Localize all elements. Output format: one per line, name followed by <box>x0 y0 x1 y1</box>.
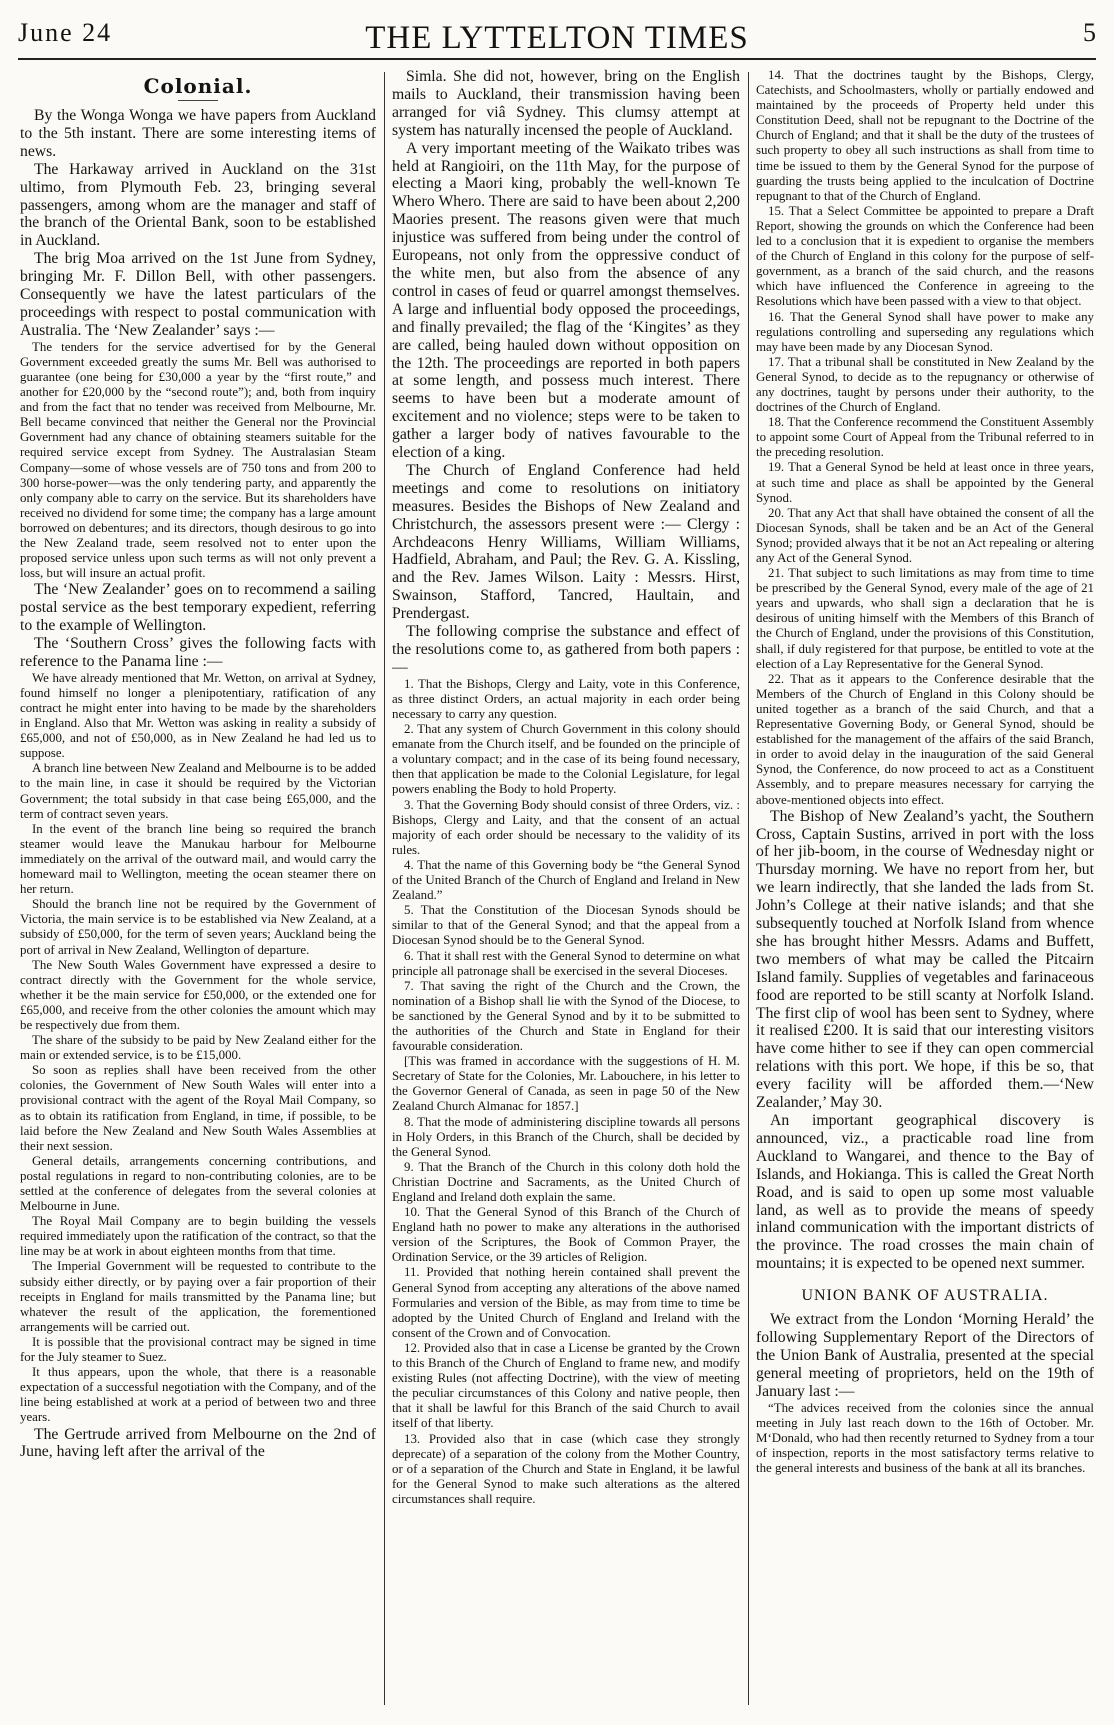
column-2 <box>392 68 740 1715</box>
article-paragraph: 20. That any Act that shall have obtained the consent of all the Diocesan Synods, shall be taken and be an Act of the General Synod; provided always that it be not an Act repealing or altering any Act of the General Synod. <box>756 505 1094 565</box>
issue-date: June 24 <box>18 18 113 47</box>
article-paragraph: We have already mentioned that Mr. Wetton, on arrival at Sydney, found himself no longer a plenipotentiary, ratification of any contract he might enter into having to be made by the shareholders in England. Also that Mr. Wetton was asking in reality a subsidy of £65,000, and not of £50,000, as in New Zealand he had led us to suppose. <box>20 670 376 761</box>
article-paragraph: The ‘New Zealander’ goes on to recommend a sailing postal service as the best temporary expedient, referring to the example of Wellington. <box>20 581 376 635</box>
article-paragraph: We extract from the London ‘Morning Herald’ the following Supplementary Report of the Directors of the Union Bank of Australia, presented at the special general meeting of proprietors, held on the 19th of January last :— <box>756 1311 1094 1400</box>
article-paragraph: The following comprise the substance and effect of the resolutions come to, as gathered from both papers :— <box>392 623 740 676</box>
article-paragraph: 10. That the General Synod of this Branch of the Church of England hath no power to make any alterations in the authorised version of the Scriptures, the Book of Common Prayer, the Ordination Service, or the 39 articles of Religion. <box>392 1205 740 1265</box>
article-paragraph: 11. Provided that nothing herein contained shall prevent the General Synod from accepting any alterations of the above named Formularies and version of the Bible, as may from time to time be adopted by the United Church of England and Ireland with the consent of the Crown and of Convocation. <box>392 1265 740 1340</box>
article-paragraph: “The advices received from the colonies since the annual meeting in July last reach down to the 16th of October. Mr. M‘Donald, who had then recently returned to Sydney from a tour of inspection, reports in the most satisfactory terms relative to the general interests and business of the bank at all its branches. <box>756 1400 1094 1476</box>
heading-rule <box>178 100 218 101</box>
article-paragraph: 3. That the Governing Body should consist of three Orders, viz. : Bishops, Clergy and Laity, and that the consent of an actual majority of each order should be necessary to the validity of its rules. <box>392 797 740 857</box>
article-paragraph: 19. That a General Synod be held at least once in three years, at such time and place as shall be appointed by the General Synod. <box>756 460 1094 505</box>
article-paragraph: 6. That it shall rest with the General Synod to determine on what principle all patronage shall be exercised in the several Dioceses. <box>392 948 740 978</box>
article-paragraph: 4. That the name of this Governing body be “the General Synod of the United Branch of the Church of England and Ireland in New Zealand.” <box>392 857 740 903</box>
article-paragraph: 15. That a Select Committee be appointed to prepare a Draft Report, showing the grounds on which the Conference had been led to a conclusion that it is expedient to organise the members of the Church of England in this colony for the purpose of self-government, as a branch of the said church, and the reasons which have influenced the Conference in agreeing to the Resolutions which have been passed with a view to that object. <box>756 203 1094 309</box>
article-paragraph: A very important meeting of the Waikato tribes was held at Rangioiri, on the 11th May, for the purpose of electing a Maori king, probably the well-known Te Whero Whero. There are said to have been about 2,200 Maories present. The reasons given were that much injustice was suffered from being under the control of Europeans, not only from the oppressive conduct of the white men, but also from the absence of any control in cases of feud or quarrel amongst themselves. A large and influential body opposed the proceedings, and finally prevailed; the flag of the ‘Kingites’ as they are called, being hauled down without opposition on the 12th. The proceedings are reported in both papers at some length, and possess much interest. There seems to have been but a moderate amount of excitement and no violence; steps were to be taken to gather a larger body of natives favourable to the election of a king. <box>392 139 740 462</box>
article-paragraph: 13. Provided also that in case (which case they strongly deprecate) of a separation of the colony from the Mother Country, or of a separation of the Church and State in England, it be lawful for the General Synod to make such alterations as the altered circumstances shall require. <box>392 1431 740 1506</box>
article-paragraph: 5. That the Constitution of the Diocesan Synods should be similar to that of the General Synod; and that the appeal from a Diocesan Synod should be to the General Synod. <box>392 903 740 948</box>
page-number: 5 <box>1083 18 1096 47</box>
article-paragraph: 17. That a tribunal shall be constituted in New Zealand by the General Synod, to decide as to the repugnancy or otherwise of any doctrines, taught by persons under their authority, to the doctrines of the Church of England. <box>756 354 1094 415</box>
article-paragraph: The New South Wales Government have expressed a desire to contract directly with the Government for the whole service, whether it be the main service for £50,000, or the extended one for £65,000, and receive from the other colonies the amount which may be respectively due from them. <box>20 957 376 1032</box>
article-paragraph: It thus appears, upon the whole, that there is a reasonable expectation of a successful negotiation with the Company, and of the line being established at work at a period of between two and three years. <box>20 1365 376 1425</box>
article-paragraph: The Royal Mail Company are to begin building the vessels required immediately upon the ratification of the contract, so that the line may be at work in about eighteen months from that time. <box>20 1214 376 1259</box>
article-paragraph: [This was framed in accordance with the suggestions of H. M. Secretary of State for the Colonies, Mr. Labouchere, in his letter to the Governor General of Canada, as seen in page 50 of the New Zealand Church Almanac for 1857.] <box>392 1054 740 1114</box>
article-paragraph: By the Wonga Wonga we have papers from Auckland to the 5th instant. There are some interesting items of news. <box>20 107 376 160</box>
article-paragraph: 14. That the doctrines taught by the Bishops, Clergy, Catechists, and Schoolmasters, wholly or partially endowed and maintained by the proceeds of Property held under this Constitution Deed, shall not be repugnant to the Doctrine of the Church of England; and that it shall be the duty of the trustees of such property to obey all such instructions as shall from time to time be issued to them by the General Synod for the purpose of guarding the trusts being applied to the inculcation of Doctrine repugnant to that of the Church of England. <box>756 68 1094 203</box>
article-paragraph: 22. That as it appears to the Conference desirable that the Members of the Church of England in this Colony should be united together as a branch of the said Church, and that a Representative Governing Body, or General Synod, should be established for the management of the affairs of the said Branch, in order to avoid delay in the inauguration of the said General Synod, the Conference, do now proceed to act as a Constituent Assembly, and to prepare measures necessary for carrying the above-mentioned objects into effect. <box>756 671 1094 807</box>
article-paragraph: The brig Moa arrived on the 1st June from Sydney, bringing Mr. F. Dillon Bell, with other passengers. Consequently we have the latest particulars of the proceedings with respect to postal communication with Australia. The ‘New Zealander’ says :— <box>20 250 376 339</box>
article-paragraph: Should the branch line not be required by the Government of Victoria, the main service is to be established via New Zealand, at a subsidy of £50,000, for the term of seven years; Auckland being the port of arrival in New Zealand, Wellington of departure. <box>20 897 376 957</box>
article-paragraph: 18. That the Conference recommend the Constituent Assembly to appoint some Court of Appeal from the Tribunal referred to in the preceding resolution. <box>756 415 1094 460</box>
article-paragraph: The Gertrude arrived from Melbourne on the 2nd of June, having left after the arrival of the <box>20 1425 376 1461</box>
article-paragraph: A branch line between New Zealand and Melbourne is to be added to the main line, in case it should be required by the Victorian Government; the total subsidy in that case being £65,000, and the term of contract seven years. <box>20 761 376 821</box>
masthead <box>18 8 1096 60</box>
article-paragraph: The Imperial Government will be requested to contribute to the subsidy either directly, or by paying over a fair proportion of their receipts in England for mails transmitted by the Panama line; but whatever the result of the application, the forementioned arrangements will be carried out. <box>20 1259 376 1334</box>
column-rule <box>384 72 385 1705</box>
article-paragraph: 12. Provided also that in case a License be granted by the Crown to this Branch of the Church of England to frame new, and modify existing Rules (not affecting Doctrine), with the view of meeting the peculiar circumstances of this Colony and native people, then that it shall be lawful for this Branch of the said Church to avail itself of that liberty. <box>392 1340 740 1431</box>
article-paragraph: The Church of England Conference had held meetings and come to resolutions on initiatory measures. Besides the Bishops of New Zealand and Christchurch, the assessors present were :— Clergy : Archdeacons Henry Williams, William Williams, Hadfield, Abraham, and Paul; the Rev. G. A. Kissling, and the Rev. James Wilson. Laity : Messrs. Hirst, Swainson, Stafford, Tancred, Haultain, and Prendergast. <box>392 461 740 623</box>
article-paragraph: 7. That saving the right of the Church and the Crown, the nomination of a Bishop shall lie with the Synod of the Diocese, to be sanctioned by the General Synod and by it to be submitted to the authorities of the Church and State in England for their favourable consideration. <box>392 978 740 1054</box>
article-paragraph: So soon as replies shall have been received from the other colonies, the Government of New South Wales will enter into a provisional contract with the agent of the Royal Mail Company, so as to obtain its ratification from England, in time, if possible, to be laid before the New Zealand and New South Wales Assemblies at their next session. <box>20 1063 376 1153</box>
article-paragraph: Simla. She did not, however, bring on the English mails to Auckland, their transmission having been arranged for viâ Sydney. This clumsy attempt at system has naturally incensed the people of Auckland. <box>392 68 740 139</box>
article-paragraph: The tenders for the service advertised for by the General Government exceeded greatly the sums Mr. Bell was authorised to guarantee (one being for £30,000 a year by the “first route,” and another for £20,000 by the “second route”); and, both from inquiry and from the fact that no tender was received from Melbourne, Mr. Bell became convinced that neither the General nor the Provincial Government had any chance of obtaining steamers suitable for the required service except from Sydney. The Australasian Steam Company—some of whose vessels are of 750 tons and from 200 to 300 horse-power—was the only tendering party, and apparently the only company able to carry on the service. But its shareholders have received no dividend for some time; the company has a large amount borrowed on debentures; and its directors, though desirous to go into the New Zealand trade, seem resolved not to enter upon the proposed service unless upon such terms as will not only prevent a loss, but will insure an actual profit. <box>20 339 376 581</box>
article-paragraph: The ‘Southern Cross’ gives the following facts with reference to the Panama line :— <box>20 635 376 670</box>
article-paragraph: 8. That the mode of administering discipline towards all persons in Holy Orders, in this Branch of the Church, shall be decided by the General Synod. <box>392 1114 740 1159</box>
article-paragraph: 21. That subject to such limitations as may from time to time be prescribed by the General Synod, every male of the age of 21 years and upwards, who shall sign a declaration that he is desirous of uniting himself with the Members of this Branch of the Church of England, under the provisions of this Constitution, shall, if duly registered for that purpose, be entitled to vote at the election of a Lay Representative for the General Synod. <box>756 566 1094 671</box>
article-paragraph: 2. That any system of Church Government in this colony should emanate from the Church itself, and be founded on the principle of a voluntary compact; and in the case of its being found necessary, then that application be made to the Colonial Legislature, for legal powers enabling the Body to hold Property. <box>392 722 740 797</box>
article-paragraph: General details, arrangements concerning contributions, and postal regulations in regard to non-contributing colonies, are to be settled at the conference of delegates from the several colonies at Melbourne in June. <box>20 1153 376 1214</box>
article-paragraph: 16. That the General Synod shall have power to make any regulations controlling and superseding any regulations which may have been made by any Diocesan Synod. <box>756 309 1094 354</box>
article-paragraph: 9. That the Branch of the Church in this colony doth hold the Christian Doctrine and Sacraments, as the United Church of England and Ireland doth explain the same. <box>392 1159 740 1204</box>
column-rule <box>748 72 749 1705</box>
article-paragraph: It is possible that the provisional contract may be signed in time for the July steamer to Suez. <box>20 1334 376 1365</box>
article-paragraph: In the event of the branch line being so required the branch steamer would leave the Manukau harbour for Melbourne immediately on the arrival of the outward mail, and would carry the homeward mail to Wellington, meeting the ocean steamer there on her return. <box>20 821 376 897</box>
column-3 <box>756 68 1094 1715</box>
article-paragraph: 1. That the Bishops, Clergy and Laity, vote in this Conference, as three distinct Orders, an actual majority in each order being necessary to carry any question. <box>392 676 740 721</box>
column-1 <box>20 68 376 1715</box>
article-paragraph: The Harkaway arrived in Auckland on the 31st ultimo, from Plymouth Feb. 23, bringing several passengers, among whom are the manager and staff of the branch of the Oriental Bank, soon to be established in Auckland. <box>20 160 376 250</box>
newspaper-title: THE LYTTELTON TIMES <box>365 20 749 56</box>
article-paragraph: The share of the subsidy to be paid by New Zealand either for the main or extended service, is to be £15,000. <box>20 1033 376 1063</box>
article-paragraph: The Bishop of New Zealand’s yacht, the Southern Cross, Captain Sustins, arrived in port with the loss of her jib-boom, in the course of Wednesday night or Thursday morning. We have no report from her, but we learn indirectly, that she landed the lads from St. John’s College at their native islands; and that she subsequently touched at Norfolk Island from whence she has brought hither Messrs. Adams and Buffett, two members of what may be called the Pitcairn Island family. Supplies of vegetables and farinaceous food are reported to be still scanty at Norfolk Island. The first clip of wool has been sent to Sydney, where it realised £200. It is said that our interesting visitors have come hither to see if they can open commercial relations with this port. We hope, if this be so, that every facility will be afforded them.—‘New Zealander,’ May 30. <box>756 807 1094 1112</box>
section-heading-colonial: Colonial. <box>143 74 253 98</box>
article-paragraph: An important geographical discovery is announced, viz., a practicable road line from Auckland to Wangarei, and thence to the Bay of Islands, and Hokianga. This is called the Great North Road, and is said to open up some most valuable land, as well as to provide the means of speedy inland communication with the important districts of the province. The road crosses the main chain of mountains; it is expected to be opened next summer. <box>756 1112 1094 1273</box>
section-heading-union-bank: UNION BANK OF AUSTRALIA. <box>801 1287 1049 1305</box>
